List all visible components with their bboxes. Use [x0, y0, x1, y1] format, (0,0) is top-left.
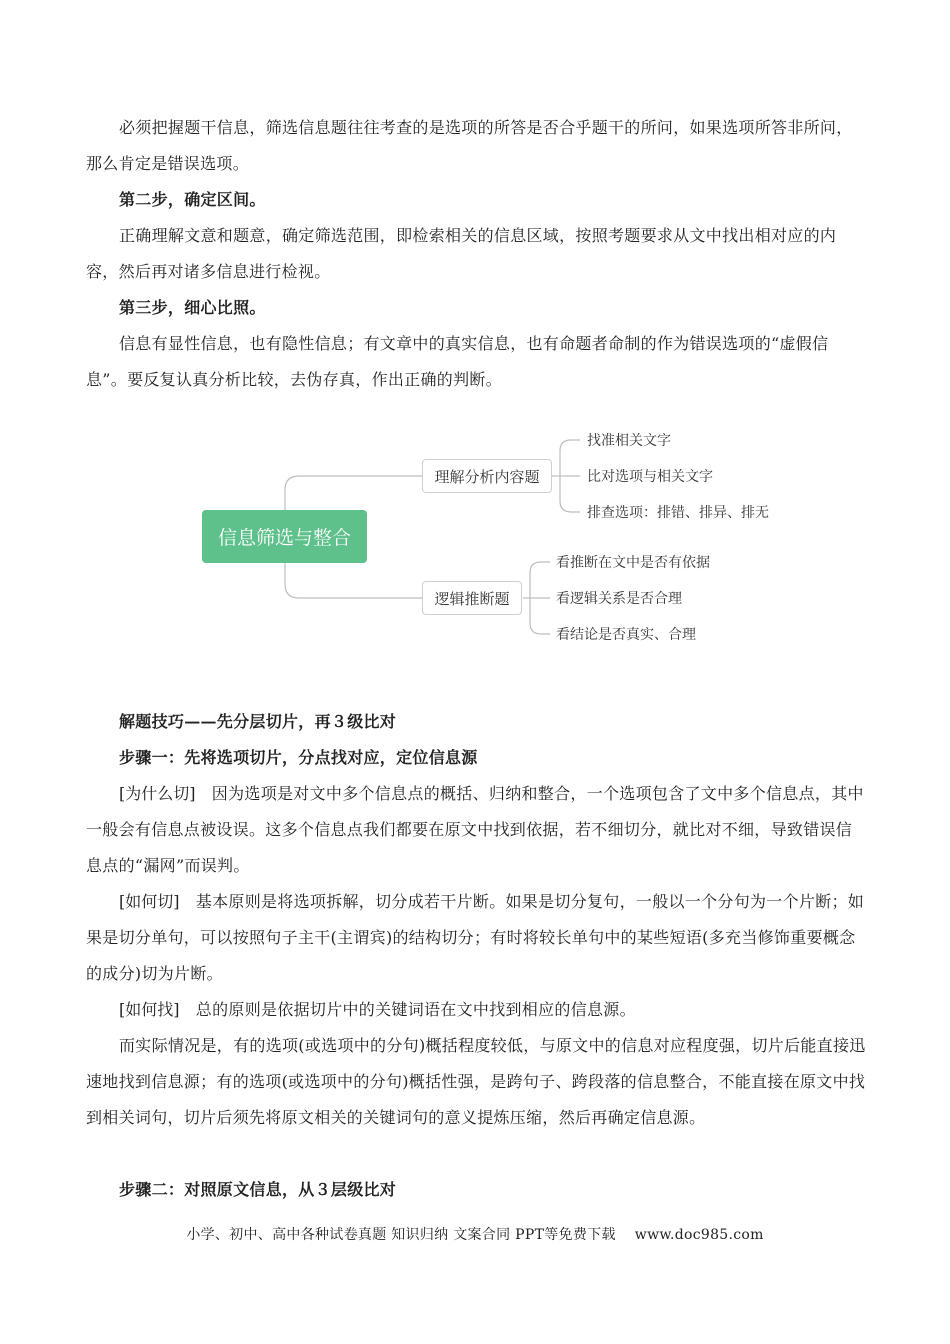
text-why-cut: 因为选项是对文中多个信息点的概括、归纳和整合，一个选项包含了文中多个信息点，其中一般会有信息点被设误。这多个信息点我们都要在原文中找到依据，若不细切分，就比对不细，导致错误信息点的“漏网”而误判。: [86, 784, 864, 875]
branch-content-analysis: 理解分析内容题: [422, 459, 552, 493]
leaf-logic-relation: 看逻辑关系是否合理: [556, 591, 682, 607]
connector-branch1-leaf3: [560, 476, 580, 512]
heading-step-one: 步骤一：先将选项切片，分点找对应，定位信息源: [119, 748, 478, 767]
connector-root-branch1: [285, 476, 422, 510]
paragraph-why-cut: [86, 776, 866, 884]
mind-map-root: 信息筛选与整合: [202, 510, 367, 563]
label-how-cut: [如何切]: [119, 892, 180, 911]
paragraph-actual-situation: 而实际情况是，有的选项(或选项中的分句)概括程度较低，与原文中的信息对应程度强，切片后能直接迅速地找到信息源；有的选项(或选项中的分句)概括性强，是跨句子、跨段落的信息整合，不能直接在原文中找到相关词句，切片后须先将原文相关的关键词句的意义提炼压缩，然后再确定信息源。: [86, 1036, 866, 1127]
page-footer: 小学、初中、高中各种试卷真题 知识归纳 文案合同 PPT等免费下载 www.doc985.com: [186, 1227, 764, 1243]
leaf-compare-options: 比对选项与相关文字: [587, 469, 713, 485]
paragraph-how-cut: [86, 884, 866, 992]
leaf-check-options: 排查选项：排错、排异、排无: [587, 505, 769, 521]
heading-step2: 第二步，确定区间。: [119, 190, 266, 209]
branch-logical-inference: 逻辑推断题: [422, 581, 522, 615]
section-title-techniques: 解题技巧——先分层切片，再３级比对: [119, 712, 397, 731]
mind-map-diagram: [190, 420, 810, 660]
text-how-cut: 基本原则是将选项拆解，切分成若干片断。如果是切分复句，一般以一个分句为一个片断；如果是切分单句，可以按照句子主干(主谓宾)的结构切分；有时将较长单句中的某些短语(多充当修饰重要概念的成分)切为片断。: [86, 892, 865, 983]
connector-branch1-leaf1: [560, 440, 580, 476]
connector-branch2-leaf3: [530, 598, 550, 634]
paragraph-step1-body: 必须把握题干信息，筛选信息题往往考查的是选项的所答是否合乎题干的所问，如果选项所答非所问，那么肯定是错误选项。: [86, 118, 853, 173]
paragraph-step2-body: 正确理解文意和题意，确定筛选范围，即检索相关的信息区域，按照考题要求从文中找出相对应的内容，然后再对诸多信息进行检视。: [86, 226, 837, 281]
text-how-find: 总的原则是依据切片中的关键词语在文中找到相应的信息源。: [179, 1000, 636, 1019]
connector-root-branch2: [285, 563, 422, 598]
leaf-inference-basis: 看推断在文中是否有依据: [556, 555, 710, 571]
leaf-find-text: 找准相关文字: [587, 433, 671, 449]
leaf-conclusion-check: 看结论是否真实、合理: [556, 627, 696, 643]
paragraph-step3-body: 信息有显性信息，也有隐性信息；有文章中的真实信息，也有命题者命制的作为错误选项的“虚假信息”。要反复认真分析比较，去伪存真，作出正确的判断。: [86, 334, 829, 389]
heading-step3: 第三步，细心比照。: [119, 298, 266, 317]
label-how-find: [如何找]: [119, 1000, 180, 1019]
label-why-cut: [为什么切]: [119, 784, 196, 803]
connector-branch2-leaf1: [530, 562, 550, 598]
heading-step-two: 步骤二：对照原文信息，从３层级比对: [119, 1180, 397, 1199]
paragraph-how-find: [86, 992, 866, 1028]
